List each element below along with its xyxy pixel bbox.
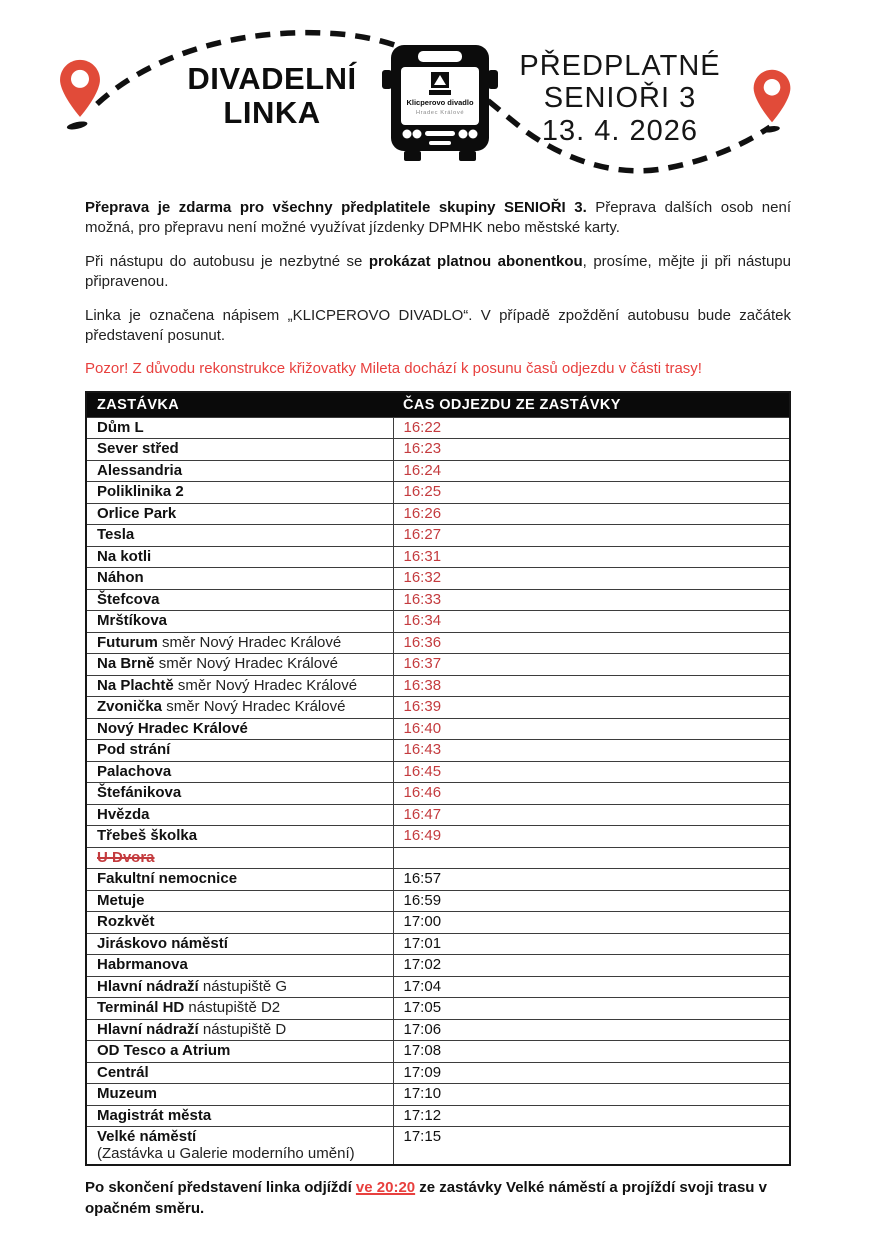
stop-name: Mrštíkova — [97, 612, 168, 630]
departure-time-cell: 16:57 — [393, 869, 790, 891]
title-line2: LINKA — [223, 95, 321, 131]
table-row — [86, 890, 790, 912]
table-row — [86, 869, 790, 891]
stop-name: Štefcova — [97, 590, 160, 608]
stop-name: Rozkvět — [97, 913, 155, 931]
stop-name: Centrál — [97, 1063, 149, 1081]
stop-cell — [86, 976, 393, 998]
stop-cell — [86, 1019, 393, 1041]
departure-time-cell: 17:15 — [393, 1127, 790, 1166]
table-row — [86, 697, 790, 719]
text-segment: Přeprava je zdarma pro všechny předplatitele skupiny SENIOŘI 3. — [85, 199, 587, 216]
stop-name: Orlice Park — [97, 504, 177, 522]
text-segment: Po skončení představení linka odjíždí — [85, 1179, 356, 1197]
stop-note: (Zastávka u Galerie moderního umění) — [97, 1144, 355, 1162]
table-row — [86, 439, 790, 461]
stop-cell — [86, 697, 393, 719]
table-row — [86, 998, 790, 1020]
text-segment: prokázat platnou abonentkou — [368, 252, 583, 270]
stop-cell — [86, 589, 393, 611]
stop-direction: směr Nový Hradec Králové — [162, 698, 346, 716]
paragraph-boarding — [85, 252, 791, 293]
table-row — [86, 589, 790, 611]
text-segment: ve 20:20 — [355, 1179, 416, 1197]
departure-time-cell: 16:46 — [393, 783, 790, 805]
bus-logo-city-name: Hradec Králové — [415, 110, 465, 116]
stop-name: U Dvora — [97, 848, 155, 866]
text-segment: Pozor! Z důvodu rekonstrukce křižovatky Mileta dochází k posunu časů odjezdu v části trasy! — [85, 360, 702, 378]
stop-direction: směr Nový Hradec Králové — [157, 633, 342, 651]
stop-direction: nástupiště D2 — [184, 999, 281, 1017]
stop-name: Třebeš školka — [97, 827, 198, 845]
stop-direction: směr Nový Hradec Králové — [154, 655, 338, 673]
stop-name: Hvězda — [97, 805, 150, 823]
table-row — [86, 568, 790, 590]
stop-name: Habrmanova — [97, 956, 188, 974]
departure-time-cell: 16:37 — [393, 654, 790, 676]
stop-name: Tesla — [97, 526, 135, 544]
stop-cell — [86, 568, 393, 590]
departure-time-cell: 16:23 — [393, 439, 790, 461]
text-segment: ze zastávky Velké náměstí a projíždí svoji trasu v opačném směru. — [85, 1179, 767, 1218]
table-row — [86, 611, 790, 633]
map-pin-start-icon — [56, 58, 104, 134]
bus-logo-theatre-name: Klicperovo divadlo — [406, 98, 474, 107]
departure-time-cell: 17:01 — [393, 933, 790, 955]
stop-cell — [86, 460, 393, 482]
stop-cell — [86, 826, 393, 848]
table-row — [86, 718, 790, 740]
stop-cell — [86, 761, 393, 783]
paragraph-intro — [85, 198, 791, 239]
timetable — [85, 391, 791, 1167]
stop-name: Na Brně — [97, 655, 155, 673]
stop-direction: nástupiště G — [198, 977, 288, 995]
table-row — [86, 1019, 790, 1041]
stop-name: Metuje — [97, 891, 145, 909]
departure-time-cell: 16:25 — [393, 482, 790, 504]
column-header-departure-time: ČAS ODJEZDU ZE ZASTÁVKY — [393, 392, 790, 418]
table-row — [86, 632, 790, 654]
stop-cell — [86, 1105, 393, 1127]
timetable-body — [86, 417, 790, 1165]
stop-cell — [86, 718, 393, 740]
paragraph-line-marking — [85, 306, 791, 347]
stop-cell — [86, 1127, 393, 1166]
text-segment: , prosíme, mějte ji při nástupu připravenou. — [85, 252, 791, 291]
table-row — [86, 826, 790, 848]
page-title — [158, 62, 386, 130]
stop-name: Palachova — [97, 762, 172, 780]
stop-cell — [86, 675, 393, 697]
stop-cell — [86, 482, 393, 504]
table-row — [86, 804, 790, 826]
table-row — [86, 654, 790, 676]
stop-cell — [86, 654, 393, 676]
stop-name: Náhon — [97, 569, 144, 587]
stop-cell — [86, 933, 393, 955]
title-line1: DIVADELNÍ — [187, 61, 357, 96]
table-row — [86, 955, 790, 977]
departure-time-cell: 17:00 — [393, 912, 790, 934]
table-row — [86, 482, 790, 504]
table-row — [86, 976, 790, 998]
departure-time-cell: 16:43 — [393, 740, 790, 762]
stop-name: Na Plachtě — [97, 676, 174, 694]
stop-name: Terminál HD — [97, 999, 185, 1017]
stop-name: OD Tesco a Atrium — [97, 1042, 231, 1060]
stop-name: Magistrát města — [97, 1106, 212, 1124]
table-row — [86, 933, 790, 955]
departure-time-cell: 17:09 — [393, 1062, 790, 1084]
column-header-stop: ZASTÁVKA — [86, 392, 393, 418]
departure-time-cell: 16:24 — [393, 460, 790, 482]
departure-time-cell: 16:36 — [393, 632, 790, 654]
stop-cell — [86, 804, 393, 826]
departure-time-cell: 17:08 — [393, 1041, 790, 1063]
stop-cell — [86, 847, 393, 869]
stop-cell — [86, 611, 393, 633]
table-row — [86, 675, 790, 697]
departure-time-cell: 17:10 — [393, 1084, 790, 1106]
table-row — [86, 460, 790, 482]
table-row — [86, 847, 790, 869]
departure-time-cell: 16:38 — [393, 675, 790, 697]
stop-name: Štefánikova — [97, 784, 182, 802]
stop-direction: směr Nový Hradec Králové — [173, 676, 358, 694]
stop-name: Zvonička — [97, 698, 163, 716]
table-row — [86, 546, 790, 568]
departure-time-cell: 17:12 — [393, 1105, 790, 1127]
stop-direction: nástupiště D — [198, 1020, 287, 1038]
stop-cell — [86, 912, 393, 934]
table-row — [86, 417, 790, 439]
departure-time-cell: 16:45 — [393, 761, 790, 783]
departure-time-cell: 17:02 — [393, 955, 790, 977]
bus-icon — [382, 42, 498, 164]
departure-time-cell: 17:04 — [393, 976, 790, 998]
stop-cell — [86, 869, 393, 891]
map-pin-end-icon — [750, 68, 794, 138]
text-segment: Při nástupu do autobusu je nezbytné se — [85, 252, 369, 270]
departure-time-cell: 16:40 — [393, 718, 790, 740]
stop-cell — [86, 998, 393, 1020]
departure-time-cell: 16:22 — [393, 417, 790, 439]
stop-name: Na kotli — [97, 547, 152, 565]
departure-time-cell: 16:26 — [393, 503, 790, 525]
table-row — [86, 783, 790, 805]
stop-cell — [86, 740, 393, 762]
table-row — [86, 1084, 790, 1106]
stop-cell — [86, 503, 393, 525]
stop-name: Poliklinika 2 — [97, 483, 184, 501]
text-segment: Přeprava dalších osob není možná, pro přepravu není možné využívat jízdenky DPMHK nebo městské karty. — [85, 199, 791, 237]
departure-time-cell: 16:31 — [393, 546, 790, 568]
stop-name: Hlavní nádraží — [97, 977, 199, 995]
timetable-header-row — [86, 392, 790, 418]
stop-cell — [86, 1041, 393, 1063]
text-segment: Linka je označena nápisem „KLICPEROVO DIVADLO“. V případě zpoždění autobusu bude začátek představení posunut. — [85, 306, 791, 344]
stop-cell — [86, 632, 393, 654]
stop-name: Sever střed — [97, 440, 179, 458]
stop-name: Jiráskovo náměstí — [97, 934, 228, 952]
table-row — [86, 1105, 790, 1127]
departure-time-cell — [393, 847, 790, 869]
departure-time-cell: 16:49 — [393, 826, 790, 848]
stop-cell — [86, 1062, 393, 1084]
table-row — [86, 761, 790, 783]
departure-time-cell: 16:34 — [393, 611, 790, 633]
table-row — [86, 740, 790, 762]
footer-note — [85, 1178, 791, 1219]
table-row — [86, 525, 790, 547]
stop-cell — [86, 546, 393, 568]
departure-time-cell: 16:47 — [393, 804, 790, 826]
table-row — [86, 503, 790, 525]
departure-time-cell: 17:06 — [393, 1019, 790, 1041]
stop-name: Futurum — [97, 633, 158, 651]
stop-name: Muzeum — [97, 1085, 157, 1103]
table-row — [86, 912, 790, 934]
subscription-info — [508, 50, 732, 147]
table-row — [86, 1041, 790, 1063]
departure-time-cell: 16:33 — [393, 589, 790, 611]
stop-cell — [86, 955, 393, 977]
stop-cell — [86, 1084, 393, 1106]
stop-cell — [86, 439, 393, 461]
content — [85, 198, 791, 1220]
departure-time-cell: 16:32 — [393, 568, 790, 590]
stop-name: Velké náměstí — [97, 1128, 197, 1146]
departure-time-cell: 16:39 — [393, 697, 790, 719]
table-row — [86, 1062, 790, 1084]
stop-name: Nový Hradec Králové — [97, 719, 248, 737]
stop-name: Hlavní nádraží — [97, 1020, 199, 1038]
header — [0, 0, 877, 192]
stop-cell — [86, 417, 393, 439]
stop-name: Pod strání — [97, 741, 171, 759]
subscription-type: PŘEDPLATNÉ — [519, 50, 721, 82]
event-date: 13. 4. 2026 — [541, 114, 699, 147]
stop-name: Dům L — [97, 418, 144, 436]
stop-cell — [86, 890, 393, 912]
departure-time-cell: 16:27 — [393, 525, 790, 547]
warning-text — [85, 359, 791, 379]
stop-cell — [86, 783, 393, 805]
departure-time-cell: 17:05 — [393, 998, 790, 1020]
stop-name: Alessandria — [97, 461, 183, 479]
table-row — [86, 1127, 790, 1166]
stop-cell — [86, 525, 393, 547]
subscription-group: SENIOŘI 3 — [543, 82, 697, 115]
stop-name: Fakultní nemocnice — [97, 870, 238, 888]
departure-time-cell: 16:59 — [393, 890, 790, 912]
